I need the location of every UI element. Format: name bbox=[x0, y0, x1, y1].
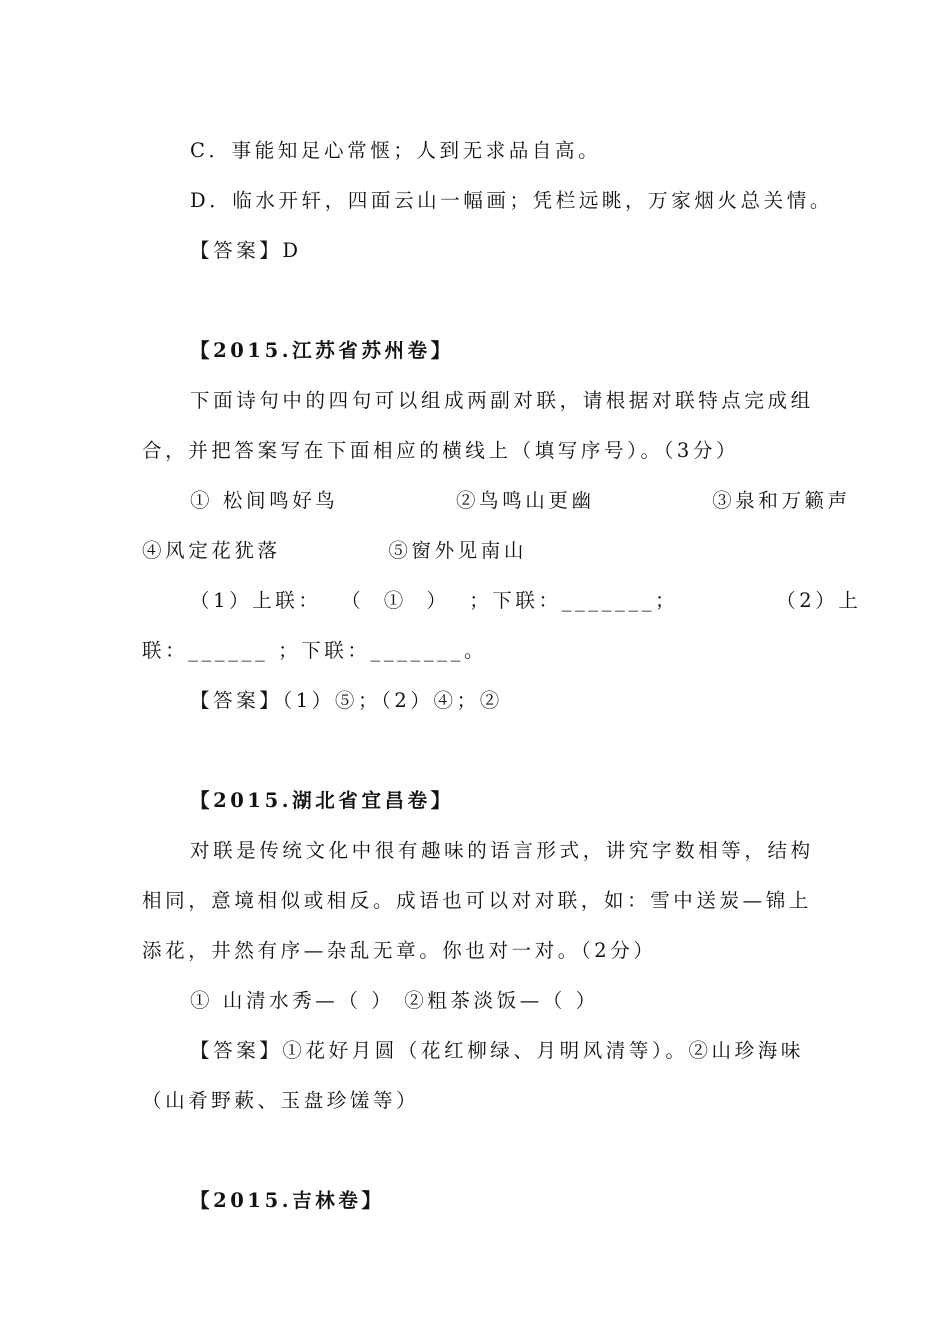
options-row: ④风定花犹落 ⑤窗外见南山 bbox=[142, 539, 527, 562]
section-heading-suzhou: 【2015.江苏省苏州卷】 bbox=[190, 339, 454, 362]
question-text: 合，并把答案写在下面相应的横线上（填写序号）。（3分） bbox=[142, 439, 740, 462]
question-text: 添花，井然有序—杂乱无章。你也对一对。（2分） bbox=[142, 939, 657, 962]
section-heading-yichang: 【2015.湖北省宜昌卷】 bbox=[190, 789, 454, 812]
fill-blank-line: 联：______ ；下联：_______。 bbox=[142, 639, 488, 662]
question-text: 下面诗句中的四句可以组成两副对联，请根据对联特点完成组 bbox=[190, 389, 814, 412]
options-row: ① 山清水秀—（ ） ②粗茶淡饭—（ ） bbox=[190, 989, 599, 1012]
question-text: 对联是传统文化中很有趣味的语言形式，讲究字数相等，结构 bbox=[190, 839, 814, 862]
option-d: D．临水开轩，四面云山一幅画；凭栏远眺，万家烟火总关情。 bbox=[190, 189, 833, 212]
section-heading-jilin: 【2015.吉林卷】 bbox=[190, 1189, 385, 1212]
answer-3: 【答案】①花好月圆（花红柳绿、月明风清等）。②山珍海味 bbox=[190, 1039, 804, 1062]
options-row: ① 松间鸣好鸟 ②鸟鸣山更幽 ③泉和万籁声 bbox=[190, 489, 851, 512]
answer-1: 【答案】D bbox=[190, 239, 302, 262]
fill-blank-line: （1）上联： （ ① ） ；下联：_______； （2）上 bbox=[190, 589, 862, 612]
option-c: C．事能知足心常惬；人到无求品自高。 bbox=[190, 139, 602, 162]
answer-3-continued: （山肴野蔌、玉盘珍馐等） bbox=[142, 1089, 420, 1112]
question-text: 相同，意境相似或相反。成语也可以对对联，如：雪中送炭—锦上 bbox=[142, 889, 812, 912]
answer-2: 【答案】（1）⑤；（2）④；② bbox=[190, 689, 503, 712]
